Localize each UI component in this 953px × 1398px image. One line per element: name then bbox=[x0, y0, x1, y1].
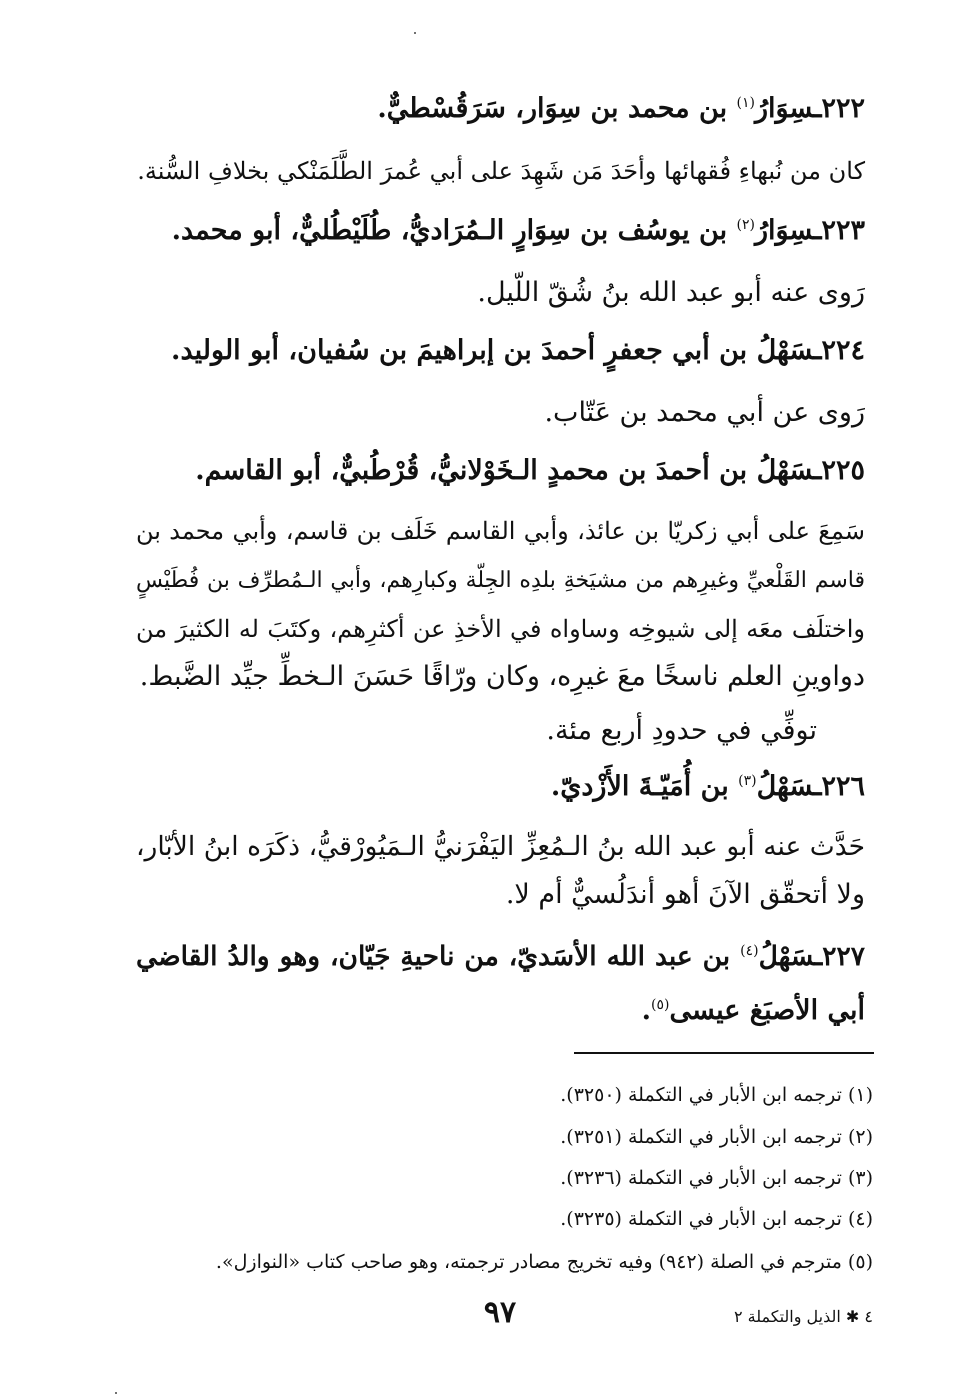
footnote-ref: (٤) bbox=[740, 943, 759, 960]
entry-heading bbox=[377, 88, 865, 130]
entry-name: سَهْلُ bbox=[756, 771, 814, 802]
entry-body-line: دواوينِ العلم ناسخًا معَ غيرِه، وكان ورّاقًا حَسَنَ الـخطِّ جيِّد الضَّبط. bbox=[139, 661, 865, 692]
entry-number: ٢٢٧ـ bbox=[814, 941, 865, 972]
entry-heading bbox=[172, 210, 865, 252]
entry-heading-continuation bbox=[642, 990, 865, 1032]
entry-name: سَهْلُ bbox=[756, 335, 814, 366]
entry-heading-end: . bbox=[641, 995, 652, 1026]
entry-body-line: توفِّي في حدودِ أربع مئة. bbox=[546, 715, 817, 746]
entry-number: ٢٢٣ـ bbox=[813, 215, 865, 246]
footnote: (٥) مترجم في الصلة (٩٤٢) وفيه تخريج مصادر ترجمته، وهو صاحب كتاب «النوازل». bbox=[215, 1251, 873, 1273]
entry-body-line: قاسم القَلْعيِّ وغيرِهم من مشيَخةِ بلدِه الجِلّة وكبارِهم، وأبي الـمُطرِّف بن فُطَيْسٍ bbox=[136, 568, 865, 593]
entry-body-line: سَمِعَ على أبي زكريّا بن عائذ، وأبي القاسم خَلَف بن قاسم، وأبي محمد بن bbox=[136, 517, 865, 545]
entry-name: سِوَارُ bbox=[754, 215, 814, 246]
entry-heading-rest: بن أبي جعفرٍ أحمدَ بن إبراهيمَ بن سُفيان، أبو الوليد. bbox=[171, 335, 757, 366]
entry-number: ٢٢٢ـ bbox=[813, 93, 865, 124]
entry-heading-rest: أبي الأصبَغ عيسى bbox=[669, 995, 865, 1026]
footnote-ref: (١) bbox=[736, 95, 755, 111]
entry-heading bbox=[136, 936, 865, 978]
footnote-divider bbox=[574, 1052, 874, 1054]
entry-heading-rest: بن عبد الله الأسَديّ، من ناحيةِ جَيّان، وهو والدُ القاضي bbox=[136, 941, 741, 972]
running-footer: ٤ ✱ الذيل والتكملة ٢ bbox=[733, 1307, 873, 1326]
entry-heading-rest: بن محمد بن سِوَار، سَرَقُسْطيٌّ. bbox=[377, 93, 737, 124]
footnote: (٤) ترجمه ابن الأبار في التكملة (٣٢٣٥). bbox=[560, 1208, 873, 1230]
page-number: ٩٧ bbox=[483, 1295, 517, 1330]
entry-heading-rest: بن يوسُف بن سِوَارٍ الـمُرَاديُّ، طُلَيْطُليٌّ، أبو محمد. bbox=[171, 215, 737, 246]
entry-heading bbox=[171, 330, 865, 372]
scan-speck bbox=[414, 32, 416, 34]
scan-speck bbox=[115, 1392, 117, 1394]
entry-body-line: رَوى عن أبي محمد بن عَتّاب. bbox=[544, 397, 865, 428]
entry-heading-rest: بن أُمَيّـةَ الأَزْديّ. bbox=[550, 771, 739, 802]
entry-number: ٢٢٥ـ bbox=[813, 455, 865, 486]
entry-heading-rest: بن أحمدَ بن محمدٍ الـخَوْلانيُّ، قُرْطُبيٌّ، أبو القاسم. bbox=[195, 455, 757, 486]
entry-body-line: واختلَف معَه إلى شيوخِه وساواه في الأخذِ عن أكثرِهم، وكتَبَ له الكثيرَ من bbox=[136, 615, 865, 643]
entry-name: سَهْلُ bbox=[758, 941, 815, 972]
entry-heading bbox=[195, 450, 865, 492]
entry-number: ٢٢٤ـ bbox=[813, 335, 865, 366]
entry-number: ٢٢٦ـ bbox=[813, 771, 865, 802]
entry-body-line: كان من نُبهاءِ فُقهائها وأحَدَ مَن شَهِدَ على أبي عُمرَ الطَّلَمَنْكي بخلافِ السُّنة. bbox=[137, 157, 865, 185]
entry-name: سَهْلُ bbox=[756, 455, 814, 486]
entry-name: سِوَارُ bbox=[754, 93, 814, 124]
footnote-ref: (٢) bbox=[736, 217, 755, 233]
entry-body-line: رَوى عنه أبو عبد الله بنُ شُقّ اللّيل. bbox=[477, 277, 865, 308]
entry-body-line: ولا أتحقّق الآنَ أهو أندَلُسيٌّ أم لا. bbox=[505, 879, 865, 910]
footnote: (١) ترجمه ابن الأبار في التكملة (٣٢٥٠). bbox=[560, 1084, 873, 1106]
entry-body-line: حَدَّث عنه أبو عبد الله بنُ الـمُعِزِّ اليَفْرَنيُّ الـمَيُورْقيُّ، ذكَرَه ابنُ الأبّار، bbox=[136, 831, 865, 862]
footnote-ref: (٥) bbox=[651, 997, 670, 1013]
footnote-ref: (٣) bbox=[738, 773, 757, 789]
footnote: (٣) ترجمه ابن الأبار في التكملة (٣٢٣٦). bbox=[560, 1167, 873, 1189]
entry-heading bbox=[551, 766, 865, 808]
footnote: (٢) ترجمه ابن الأبار في التكملة (٣٢٥١). bbox=[560, 1126, 873, 1148]
